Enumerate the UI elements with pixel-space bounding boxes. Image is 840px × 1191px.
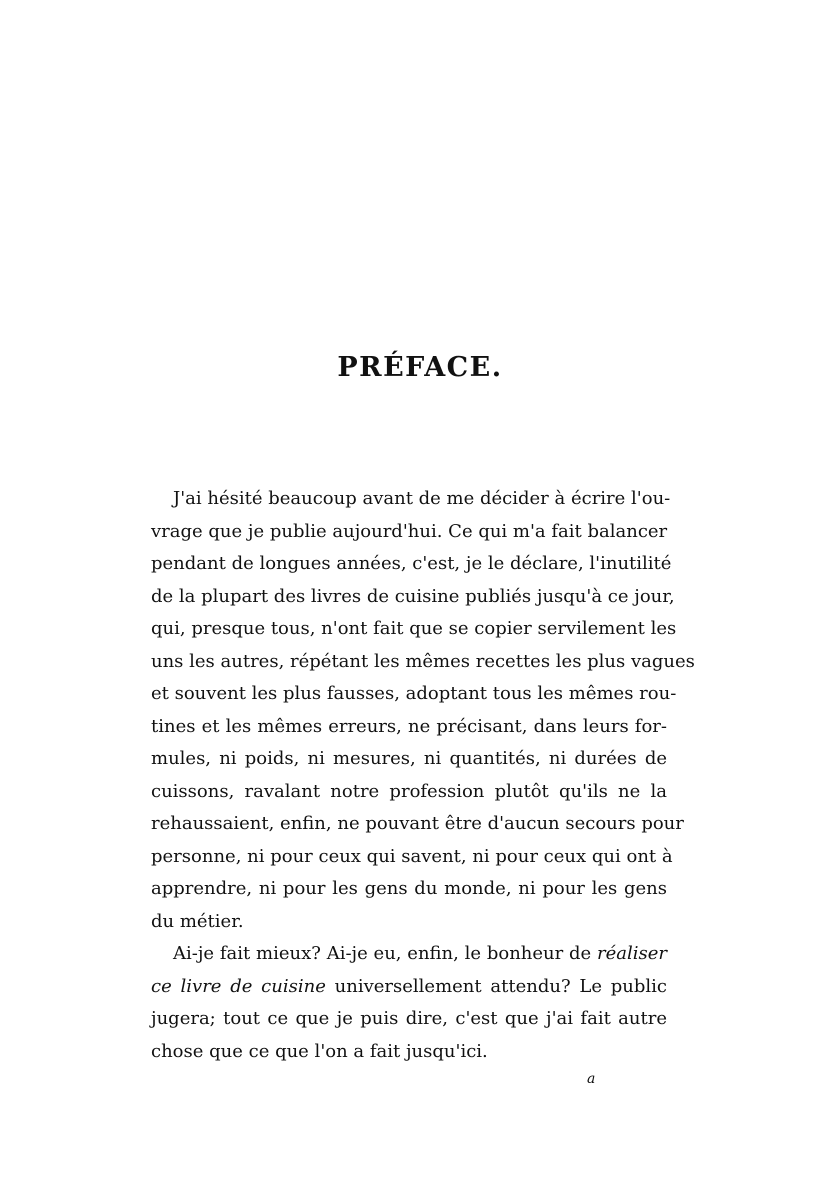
- signature-mark: a: [587, 1071, 596, 1087]
- text-line: personne, ni pour ceux qui savent, ni pour ceux qui ont à: [151, 845, 673, 867]
- italic-text: ce livre de cuisine: [151, 975, 326, 997]
- text-line: J'ai hésité beaucoup avant de me décider à écrire l'ou-: [173, 488, 671, 509]
- text-line: pendant de longues années, c'est, je le déclare, l'inutilité: [151, 553, 672, 574]
- text-line: vrage que je publie aujourd'hui. Ce qui m'a fait balancer: [151, 520, 668, 542]
- preface-text: [151, 483, 695, 1068]
- text-line: apprendre, ni pour les gens du monde, ni pour les gens: [151, 878, 667, 899]
- text-line: et souvent les plus fausses, adoptant tous les mêmes rou-: [151, 683, 677, 704]
- text-segment: universellement attendu? Le public: [325, 975, 667, 997]
- text-line: jugera; tout ce que je puis dire, c'est que j'ai fait autre: [151, 1008, 667, 1029]
- text-line: chose que ce que l'on a fait jusqu'ici.: [151, 1040, 488, 1062]
- italic-text: réaliser: [597, 943, 667, 964]
- text-line: [151, 938, 667, 971]
- text-line: tines et les mêmes erreurs, ne précisant, dans leurs for-: [151, 715, 667, 737]
- page-title: PRÉFACE.: [337, 352, 503, 383]
- text-line: cuissons, ravalant notre profession plutôt qu'ils ne la: [151, 780, 667, 802]
- text-segment: Ai-je fait mieux? Ai-je eu, enfin, le bonheur de: [173, 943, 597, 964]
- text-line: uns les autres, répétant les mêmes recettes les plus vagues: [151, 650, 695, 672]
- text-line: qui, presque tous, n'ont fait que se copier servilement les: [151, 618, 677, 639]
- text-line: du métier.: [151, 910, 244, 932]
- text-line: de la plupart des livres de cuisine publiés jusqu'à ce jour,: [151, 585, 675, 607]
- text-line: mules, ni poids, ni mesures, ni quantités, ni durées de: [151, 748, 667, 769]
- text-line: rehaussaient, enfin, ne pouvant être d'aucun secours pour: [151, 813, 684, 834]
- text-line: [151, 971, 667, 1004]
